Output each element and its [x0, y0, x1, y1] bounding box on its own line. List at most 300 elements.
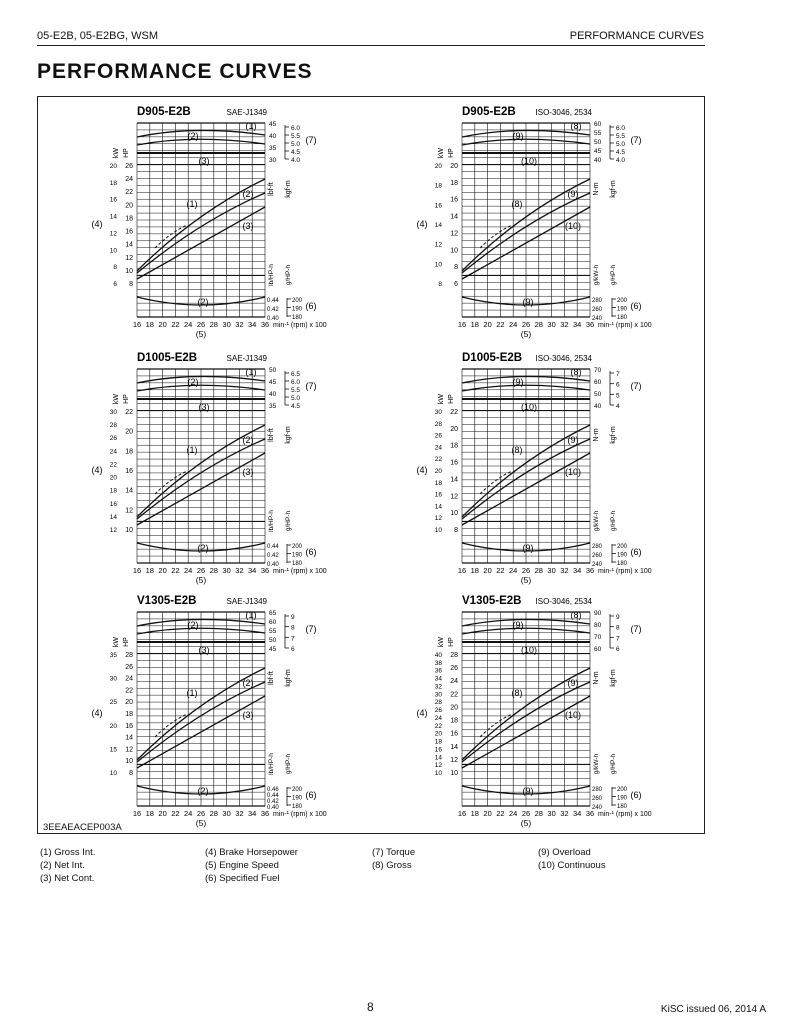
hp-tick-label: 10 — [434, 770, 442, 777]
side-label-fuel: (6) — [630, 301, 642, 311]
chart-callout: (1) — [245, 610, 257, 620]
chart-callout: (8) — [570, 610, 582, 620]
torque-tick-b: 7 — [616, 371, 620, 378]
fuel-tick-b: 190 — [292, 306, 303, 313]
kw-tick-label: 22 — [450, 691, 458, 699]
hp-tick-label: 26 — [434, 432, 442, 440]
side-label-bhp: (4) — [416, 708, 428, 718]
kw-tick-label: 14 — [125, 734, 133, 742]
chart-callout: (2) — [187, 620, 199, 630]
chart-panel-d1005-sae — [91, 349, 380, 585]
torque-tick-b: 5.5 — [291, 387, 301, 394]
x-axis-unit: min-¹ (rpm) x 100 — [273, 811, 327, 818]
header-left: 05-E2B, 05-E2BG, WSM — [37, 30, 159, 42]
chart-callout: (3) — [198, 402, 210, 412]
chart-callout: (9) — [522, 786, 534, 796]
x-tick-label: 22 — [496, 320, 505, 329]
fuel-tick-a: 0.46 — [267, 787, 279, 793]
x-tick-label: 28 — [209, 566, 218, 575]
fuel-unit-2: g/HP-h — [285, 264, 292, 286]
chart-svg — [91, 103, 380, 339]
chart-callout: (3) — [198, 156, 210, 166]
page-title: PERFORMANCE CURVES — [37, 60, 313, 83]
side-label-torque: (7) — [305, 135, 317, 145]
kw-tick-label: 20 — [450, 425, 458, 433]
fuel-unit-2: g/HP-h — [610, 753, 617, 775]
x-tick-label: 34 — [573, 566, 582, 575]
fuel-tick-a: 0.44 — [267, 298, 279, 304]
kw-tick-label: 22 — [125, 189, 133, 197]
kw-tick-label: 6 — [454, 281, 458, 288]
x-tick-label: 16 — [457, 320, 467, 329]
hp-tick-label: 18 — [109, 487, 117, 495]
fuel-tick-b: 190 — [617, 306, 628, 313]
kw-tick-label: 10 — [125, 758, 133, 766]
torque-tick-b: 6.5 — [291, 371, 301, 378]
side-label-torque: (7) — [305, 381, 317, 391]
x-tick-label: 26 — [521, 809, 531, 818]
torque-tick-b: 6 — [616, 646, 620, 653]
fuel-tick-b: 200 — [617, 787, 628, 793]
x-axis-unit: min-¹ (rpm) x 100 — [273, 568, 327, 575]
fuel-tick-a: 260 — [592, 553, 603, 559]
hp-tick-label: 40 — [434, 652, 442, 659]
torque-tick-b: 5.0 — [291, 141, 301, 148]
chart-callout: (2) — [197, 543, 209, 553]
fuel-unit-1: lb/HP-h — [268, 753, 275, 775]
hp-tick-label: 20 — [109, 474, 117, 482]
fuel-tick-b: 180 — [617, 804, 628, 810]
fuel-tick-b: 190 — [617, 552, 628, 559]
kw-tick-label: 8 — [454, 527, 458, 534]
legend-item: (5) Engine Speed — [205, 860, 279, 871]
x-tick-label: 24 — [509, 809, 518, 818]
chart-panel-v1305-iso — [416, 592, 705, 828]
hp-tick-label: 20 — [434, 730, 442, 738]
x-tick-label: 30 — [547, 566, 556, 575]
kw-tick-label: 24 — [450, 678, 458, 686]
chart-callout: (10) — [520, 402, 538, 412]
hp-tick-label: 25 — [109, 699, 117, 707]
side-label-fuel: (6) — [630, 547, 642, 557]
x-tick-label: 24 — [184, 320, 193, 329]
kw-tick-label: 28 — [450, 652, 458, 659]
torque-tick-b: 6 — [291, 646, 295, 653]
hp-tick-label: 10 — [434, 527, 442, 534]
x-tick-label: 20 — [483, 809, 492, 818]
fuel-tick-a: 240 — [592, 562, 603, 568]
fuel-tick-b: 200 — [292, 787, 303, 793]
torque-tick-a: 50 — [594, 139, 602, 146]
chart-svg — [91, 349, 380, 585]
hp-tick-label: 28 — [434, 420, 442, 428]
chart-callout: (10) — [520, 156, 538, 166]
chart-callout: (8) — [511, 445, 523, 455]
legend-item: (7) Torque — [372, 847, 416, 858]
left-unit-kw: kW — [438, 147, 445, 159]
header-right: PERFORMANCE CURVES — [569, 30, 704, 42]
kw-tick-label: 20 — [125, 699, 133, 707]
torque-tick-a: 35 — [269, 403, 277, 410]
hp-tick-label: 14 — [434, 503, 442, 511]
x-tick-label: 36 — [260, 566, 270, 575]
hp-tick-label: 20 — [434, 163, 442, 170]
fuel-tick-b: 180 — [617, 561, 628, 567]
side-label-bhp: (4) — [416, 465, 428, 475]
power-curve-dashed — [480, 714, 512, 737]
side-label-bhp: (4) — [416, 219, 428, 229]
x-tick-label: 18 — [470, 809, 479, 818]
x-tick-label: 28 — [209, 320, 218, 329]
side-label-torque: (7) — [630, 624, 642, 634]
header-rule — [37, 45, 705, 46]
chart-callout: (2) — [197, 786, 209, 796]
fuel-tick-b: 180 — [292, 315, 303, 321]
fuel-tick-a: 280 — [592, 544, 603, 550]
hp-tick-label: 16 — [109, 196, 117, 204]
x-tick-label: 18 — [145, 809, 154, 818]
x-axis-label: (5) — [195, 329, 207, 339]
kw-tick-label: 14 — [450, 476, 458, 484]
hp-tick-label: 10 — [109, 770, 117, 777]
kw-tick-label: 12 — [125, 507, 133, 515]
power-curve-dashed — [480, 225, 512, 248]
x-tick-label: 30 — [222, 320, 231, 329]
figure-code: 3EEAEACEP003A — [43, 822, 122, 833]
chart-panel-d1005-iso — [416, 349, 705, 585]
fuel-tick-a: 0.42 — [267, 799, 279, 805]
fuel-tick-b: 200 — [292, 298, 303, 304]
torque-tick-a: 55 — [269, 628, 277, 635]
chart-callout: (9) — [567, 189, 579, 199]
x-tick-label: 26 — [196, 566, 206, 575]
hp-tick-label: 32 — [434, 683, 442, 691]
left-unit-kw: kW — [113, 636, 120, 648]
fuel-tick-b: 200 — [617, 298, 628, 304]
kw-tick-label: 12 — [450, 756, 458, 764]
chart-callout: (2) — [187, 377, 199, 387]
chart-callout: (1) — [186, 445, 198, 455]
chart-standard: ISO-3046, 2534 — [535, 108, 592, 117]
chart-model-title: D1005-E2B — [462, 352, 523, 364]
side-label-bhp: (4) — [91, 708, 103, 718]
chart-model-title: V1305-E2B — [137, 595, 197, 607]
kw-tick-label: 18 — [450, 442, 458, 450]
power-curve-dashed — [480, 471, 512, 494]
kw-tick-label: 26 — [125, 663, 133, 671]
x-tick-label: 16 — [457, 566, 467, 575]
torque-tick-b: 9 — [616, 614, 620, 621]
hp-tick-label: 24 — [434, 444, 442, 452]
fuel-unit-2: g/HP-h — [610, 264, 617, 286]
fuel-tick-a: 0.40 — [267, 316, 279, 322]
chart-callout: (10) — [564, 710, 582, 720]
chart-callout: (1) — [245, 121, 257, 131]
legend-item: (4) Brake Horsepower — [205, 847, 298, 858]
torque-tick-a: 40 — [269, 391, 277, 398]
kw-tick-label: 14 — [125, 241, 133, 249]
x-tick-label: 32 — [560, 320, 569, 329]
x-tick-label: 28 — [534, 566, 543, 575]
hp-tick-label: 34 — [434, 675, 442, 683]
torque-tick-a: 40 — [594, 157, 602, 164]
kw-tick-label: 20 — [125, 202, 133, 210]
torque-tick-a: 45 — [269, 121, 277, 128]
hp-tick-label: 28 — [434, 699, 442, 707]
torque-tick-a: 30 — [269, 157, 277, 164]
legend-col-3 — [372, 846, 415, 872]
fuel-tick-a: 260 — [592, 307, 603, 313]
kw-tick-label: 18 — [125, 215, 133, 223]
hp-tick-label: 10 — [109, 247, 117, 255]
x-tick-label: 22 — [171, 320, 180, 329]
legend-item: (2) Net Int. — [40, 860, 85, 871]
chart-panel-d905-sae — [91, 103, 380, 339]
x-tick-label: 22 — [496, 566, 505, 575]
kw-tick-label: 10 — [450, 770, 458, 777]
x-tick-label: 32 — [235, 566, 244, 575]
torque-tick-a: 60 — [594, 121, 602, 128]
fuel-unit-2: g/HP-h — [610, 510, 617, 532]
x-tick-label: 16 — [457, 809, 467, 818]
hp-tick-label: 8 — [438, 281, 442, 288]
hp-tick-label: 30 — [109, 675, 117, 683]
torque-unit-2: kgf-m — [285, 669, 292, 687]
chart-standard: SAE-J1349 — [226, 597, 267, 606]
fuel-tick-a: 240 — [592, 805, 603, 811]
torque-tick-a: 50 — [269, 637, 277, 644]
chart-svg — [416, 349, 705, 585]
chart-callout: (3) — [198, 645, 210, 655]
x-tick-label: 20 — [158, 809, 167, 818]
hp-tick-label: 12 — [109, 527, 117, 534]
hp-tick-label: 12 — [109, 230, 117, 238]
chart-svg — [416, 592, 705, 828]
x-axis-unit: min-¹ (rpm) x 100 — [598, 568, 652, 575]
left-unit-hp: HP — [123, 637, 130, 647]
chart-callout: (3) — [242, 221, 254, 231]
torque-tick-b: 6 — [616, 381, 620, 389]
x-tick-label: 28 — [209, 809, 218, 818]
chart-standard: SAE-J1349 — [226, 108, 267, 117]
hp-tick-label: 18 — [434, 738, 442, 746]
left-unit-hp: HP — [123, 148, 130, 158]
chart-callout: (10) — [564, 221, 582, 231]
hp-tick-label: 14 — [109, 213, 117, 221]
left-unit-hp: HP — [448, 148, 455, 158]
fuel-tick-a: 0.42 — [267, 553, 279, 559]
chart-callout: (1) — [245, 367, 257, 377]
hp-tick-label: 14 — [434, 222, 442, 229]
chart-model-title: D1005-E2B — [137, 352, 198, 364]
torque-tick-a: 60 — [269, 619, 277, 626]
x-tick-label: 16 — [132, 566, 142, 575]
fuel-tick-b: 200 — [617, 544, 628, 550]
chart-callout: (1) — [186, 688, 198, 698]
torque-tick-a: 60 — [594, 646, 602, 653]
torque-tick-b: 4.5 — [291, 403, 301, 410]
torque-tick-b: 9 — [291, 614, 295, 621]
hp-tick-label: 20 — [109, 722, 117, 730]
fuel-unit-2: g/HP-h — [285, 753, 292, 775]
kw-tick-label: 16 — [125, 228, 133, 236]
torque-tick-b: 4.0 — [616, 157, 626, 164]
chart-callout: (2) — [197, 297, 209, 307]
chart-callout: (8) — [570, 121, 582, 131]
hp-tick-label: 26 — [434, 707, 442, 715]
hp-tick-label: 16 — [109, 500, 117, 508]
kw-tick-label: 24 — [125, 675, 133, 683]
chart-callout: (2) — [187, 131, 199, 141]
hp-tick-label: 10 — [434, 261, 442, 269]
x-tick-label: 34 — [573, 809, 582, 818]
x-tick-label: 20 — [158, 320, 167, 329]
fuel-unit-1: lb/HP-h — [268, 510, 275, 532]
torque-tick-a: 45 — [269, 646, 277, 653]
kw-tick-label: 22 — [450, 409, 458, 416]
chart-svg — [416, 103, 705, 339]
kw-tick-label: 12 — [125, 746, 133, 754]
x-tick-label: 34 — [573, 320, 582, 329]
x-tick-label: 28 — [534, 809, 543, 818]
power-curve-dashed — [155, 471, 187, 494]
x-tick-label: 26 — [521, 566, 531, 575]
chart-callout: (2) — [242, 678, 254, 688]
hp-tick-label: 38 — [434, 659, 442, 667]
chart-callout: (9) — [512, 377, 524, 387]
x-tick-label: 28 — [534, 320, 543, 329]
chart-standard: SAE-J1349 — [226, 354, 267, 363]
fuel-tick-b: 180 — [292, 561, 303, 567]
torque-tick-b: 4.5 — [291, 149, 301, 156]
x-tick-label: 26 — [196, 320, 206, 329]
chart-callout: (9) — [567, 678, 579, 688]
x-axis-label: (5) — [520, 329, 532, 339]
hp-tick-label: 12 — [434, 241, 442, 249]
legend-col-4 — [538, 846, 606, 872]
fuel-tick-a: 0.42 — [267, 307, 279, 313]
torque-tick-a: 45 — [594, 148, 602, 155]
torque-tick-a: 35 — [269, 145, 277, 152]
hp-tick-label: 12 — [434, 515, 442, 523]
kw-tick-label: 10 — [125, 267, 133, 275]
kw-tick-label: 8 — [454, 264, 458, 272]
x-tick-label: 18 — [470, 320, 479, 329]
torque-tick-b: 7 — [291, 635, 295, 643]
torque-tick-a: 55 — [594, 130, 602, 137]
issued-note: KiSC issued 06, 2014 A — [660, 1004, 766, 1015]
x-tick-label: 18 — [145, 320, 154, 329]
torque-unit-1: lbf-ft — [268, 671, 275, 685]
hp-tick-label: 16 — [434, 202, 442, 210]
hp-tick-label: 6 — [113, 281, 117, 288]
torque-tick-a: 45 — [269, 379, 277, 386]
torque-tick-b: 8 — [616, 624, 620, 632]
x-tick-label: 22 — [171, 809, 180, 818]
fuel-tick-b: 190 — [292, 795, 303, 802]
legend-col-2 — [205, 846, 298, 885]
left-unit-hp: HP — [448, 394, 455, 404]
hp-tick-label: 20 — [434, 468, 442, 475]
torque-unit-1: N-m — [593, 428, 600, 442]
torque-tick-a: 50 — [269, 367, 277, 374]
side-label-fuel: (6) — [630, 790, 642, 800]
fuel-tick-a: 240 — [592, 316, 603, 322]
x-tick-label: 18 — [470, 566, 479, 575]
x-tick-label: 30 — [547, 809, 556, 818]
fuel-tick-b: 190 — [617, 795, 628, 802]
side-label-torque: (7) — [630, 135, 642, 145]
legend-item: (10) Continuous — [538, 860, 606, 871]
kw-tick-label: 16 — [125, 468, 133, 475]
side-label-fuel: (6) — [305, 301, 317, 311]
x-tick-label: 36 — [585, 566, 595, 575]
torque-unit-2: kgf-m — [610, 426, 617, 444]
fuel-tick-b: 180 — [617, 315, 628, 321]
x-axis-label: (5) — [520, 575, 532, 585]
fuel-unit-2: g/HP-h — [285, 510, 292, 532]
chart-model-title: D905-E2B — [462, 106, 516, 118]
torque-unit-1: N-m — [593, 671, 600, 685]
x-tick-label: 20 — [158, 566, 167, 575]
x-tick-label: 24 — [509, 566, 518, 575]
torque-tick-b: 4.5 — [616, 149, 626, 156]
kw-tick-label: 26 — [450, 665, 458, 673]
torque-tick-b: 4 — [616, 403, 620, 410]
chart-panel-v1305-sae — [91, 592, 380, 828]
kw-tick-label: 14 — [450, 213, 458, 221]
power-curve-dashed — [155, 714, 187, 737]
x-tick-label: 20 — [483, 566, 492, 575]
x-axis-unit: min-¹ (rpm) x 100 — [598, 811, 652, 818]
torque-tick-b: 5.5 — [291, 133, 301, 140]
x-tick-label: 24 — [184, 809, 193, 818]
fuel-unit-1: g/kW-h — [593, 264, 600, 286]
side-label-fuel: (6) — [305, 547, 317, 557]
fuel-tick-a: 260 — [592, 796, 603, 802]
left-unit-kw: kW — [438, 393, 445, 405]
kw-tick-label: 18 — [125, 448, 133, 456]
x-axis-label: (5) — [520, 818, 532, 828]
hp-tick-label: 30 — [109, 409, 117, 416]
chart-callout: (3) — [242, 710, 254, 720]
torque-tick-a: 65 — [269, 610, 277, 617]
fuel-tick-a: 280 — [592, 298, 603, 304]
side-label-bhp: (4) — [91, 219, 103, 229]
chart-callout: (2) — [242, 189, 254, 199]
hp-tick-label: 14 — [434, 754, 442, 762]
hp-tick-label: 30 — [434, 691, 442, 699]
x-axis-label: (5) — [195, 575, 207, 585]
kw-tick-label: 12 — [450, 230, 458, 238]
side-label-torque: (7) — [305, 624, 317, 634]
x-tick-label: 32 — [560, 566, 569, 575]
kw-tick-label: 16 — [450, 459, 458, 467]
x-tick-label: 30 — [547, 320, 556, 329]
fuel-tick-a: 0.44 — [267, 793, 279, 799]
hp-tick-label: 18 — [109, 179, 117, 187]
torque-unit-2: kgf-m — [610, 180, 617, 198]
hp-tick-label: 22 — [434, 722, 442, 730]
fuel-unit-1: g/kW-h — [593, 753, 600, 775]
torque-tick-a: 90 — [594, 610, 602, 617]
fuel-tick-b: 200 — [292, 544, 303, 550]
hp-tick-label: 18 — [434, 479, 442, 487]
chart-callout: (9) — [567, 435, 579, 445]
torque-tick-a: 60 — [594, 379, 602, 386]
hp-tick-label: 36 — [434, 667, 442, 675]
x-tick-label: 26 — [521, 320, 531, 329]
